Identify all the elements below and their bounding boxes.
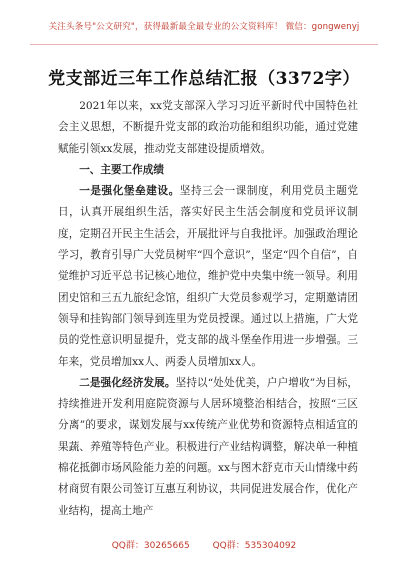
item-2-text: 坚持以“处处优美，户户增收”为目标，持续推进开发利用庭院资源与人居环境整治相结合，按照“三区分离”的要求，谋划发展与xx传统产业优势和资源特点相适宜的果蔬、养殖等特色产业。积极进行产业结构调整，解决单一种植棉花抵御市场风险能力差的问题。xx与图木舒克市天山情缘中药材商贸有限公司签订互惠互利协议，共同促进发展合作，优化产业结构，提高土地产 [58,376,358,517]
item-1-text: 坚持三会一课制度，利用党员主题党日，认真开展组织生活，落实好民主生活会制度和党员评议制度，定期召开民主生活会，开展批评与自我批评。加强政治理论学习，教育引导广大党员树牢“四个意识”，坚定“四个自信”，自觉维护习近平总书记核心地位，维护党中央集中统一领导。利用团史馆和三五九旅纪念馆，组织广大党员参观学习，定期邀请团领导和挂钩部门领导到连里为党员授课。通过以上措施，广大党员的党性意识明显提升，党支部的战斗堡垒作用进一步增强。三年来，党员增加xx人、两委人员增加xx人。 [58,185,359,368]
section-heading: 一、主要工作成绩 [79,163,164,176]
document-title: 党支部近三年工作总结汇报（3372字） [48,69,360,89]
footer-contact [0,538,408,551]
item-paragraph-2 [58,373,358,522]
header-divider [30,44,378,45]
document-body [58,96,358,522]
item-paragraph-1 [58,181,358,373]
item-2-lead: 二是强化经济发展。 [79,376,176,389]
footer-qq-group-2: QQ群：535304092 [212,541,297,551]
header-banner: 关注头条号"公文研究"，获得最新最全最专业的公文资料库！ 微信：gongwenyj [48,22,360,32]
footer-qq-group-1: QQ群：30265665 [111,541,190,551]
intro-paragraph: 2021年以来，xx党支部深入学习习近平新时代中国特色社会主义思想，不断提升党支部的政治功能和组织功能，通过党建赋能引领xx发展，推动党支部建设提质增效。 [58,100,358,155]
item-1-lead: 一是强化堡垒建设。 [79,185,180,198]
